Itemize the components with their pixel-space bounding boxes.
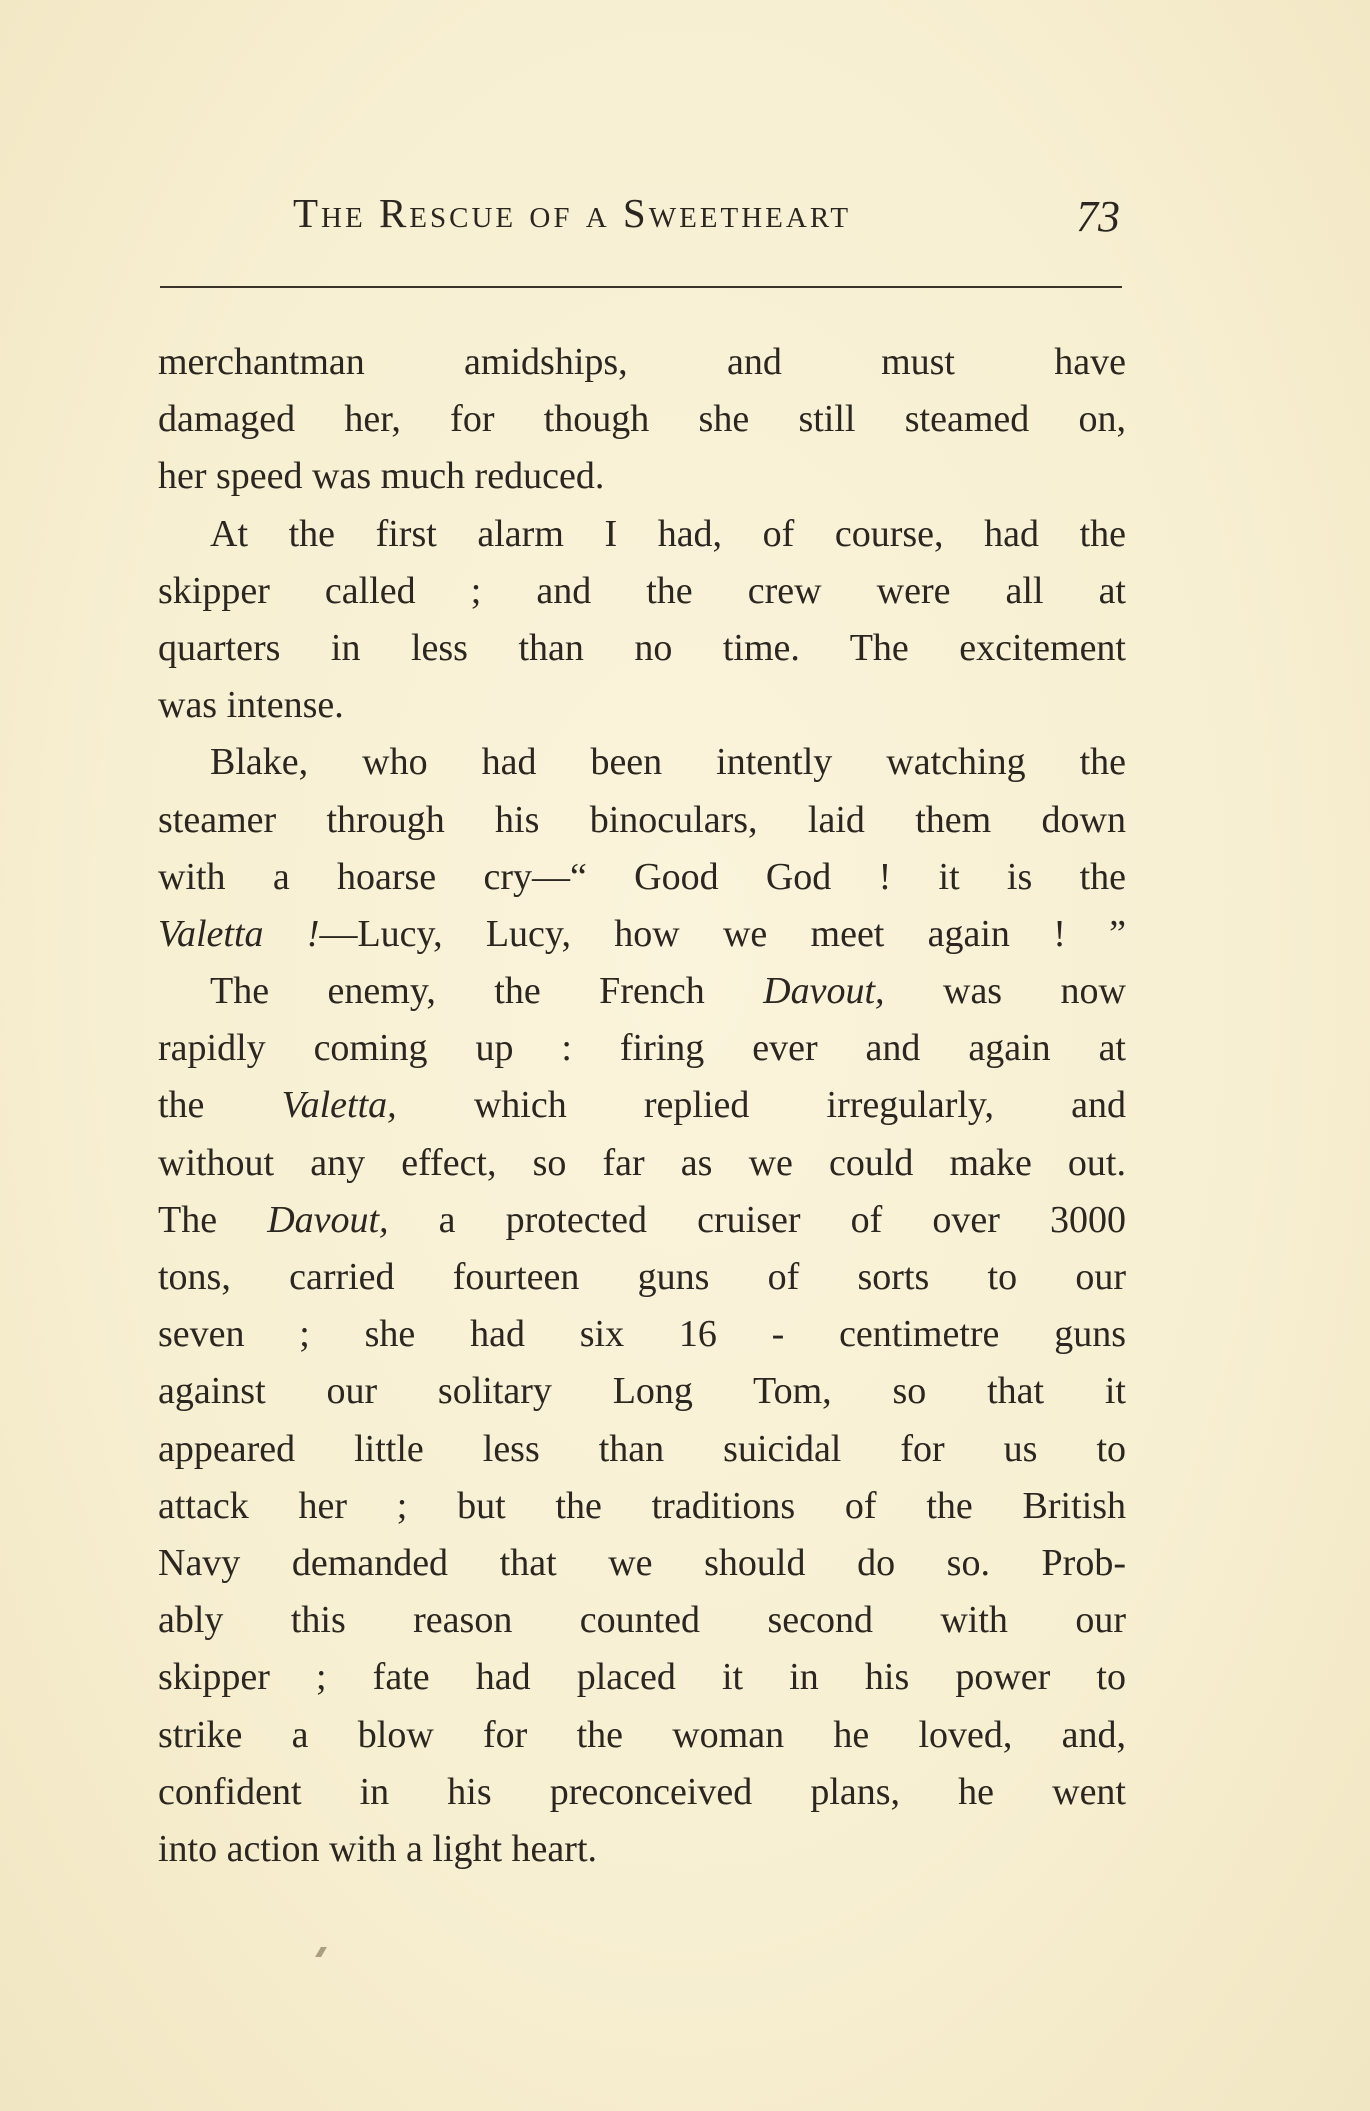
text-line: without any effect, so far as we could make out. <box>158 1141 1126 1184</box>
text-line: her speed was much reduced. <box>158 455 605 498</box>
text-line: skipper called ; and the crew were all at <box>158 569 1126 612</box>
text-line: confident in his preconceived plans, he went <box>158 1770 1126 1813</box>
running-title: The Rescue of a Sweetheart <box>293 190 852 236</box>
text-line: The enemy, the French Davout, was now <box>210 970 1126 1013</box>
text-line: rapidly coming up : firing ever and again at <box>158 1027 1126 1070</box>
text-line: strike a blow for the woman he loved, and, <box>158 1713 1126 1756</box>
running-head <box>160 185 1130 255</box>
ship-name: Valetta, <box>281 1084 397 1127</box>
text-line: tons, carried fourteen guns of sorts to our <box>158 1256 1126 1298</box>
ship-name: Valetta ! <box>158 912 320 955</box>
text-line: Navy demanded that we should do so. Prob- <box>158 1541 1126 1584</box>
text-line: Blake, who had been intently watching the <box>210 741 1126 784</box>
text-line: damaged her, for though she still steamed on, <box>158 398 1126 441</box>
text-line: against our solitary Long Tom, so that it <box>158 1370 1126 1413</box>
text-line: ably this reason counted second with our <box>158 1599 1126 1642</box>
ship-name: Davout, <box>267 1198 389 1241</box>
ink-speck <box>315 1947 327 1957</box>
text-line: steamer through his binoculars, laid them down <box>158 798 1126 841</box>
text-line: The Davout, a protected cruiser of over 3000 <box>158 1198 1126 1241</box>
text-line: with a hoarse cry—“ Good God ! it is the <box>158 855 1126 898</box>
text-line: merchantman amidships, and must have <box>158 341 1126 383</box>
body-text <box>158 334 1126 1878</box>
text-line: attack her ; but the traditions of the British <box>158 1484 1126 1527</box>
text-line: was intense. <box>158 684 344 727</box>
text-line: quarters in less than no time. The excitement <box>158 626 1126 669</box>
ship-name: Davout, <box>763 970 885 1013</box>
text-line: Valetta !—Lucy, Lucy, how we meet again ! ” <box>158 912 1126 955</box>
text-line: seven ; she had six 16 - centimetre guns <box>158 1313 1126 1356</box>
text-line: the Valetta, which replied irregularly, and <box>158 1084 1126 1127</box>
text-line: appeared little less than suicidal for us to <box>158 1427 1126 1470</box>
page-number: 73 <box>1076 192 1120 241</box>
text-line: At the first alarm I had, of course, had the <box>210 512 1126 555</box>
text-line: into action with a light heart. <box>158 1827 598 1870</box>
text-line: skipper ; fate had placed it in his power to <box>158 1656 1126 1699</box>
header-rule <box>160 286 1122 288</box>
